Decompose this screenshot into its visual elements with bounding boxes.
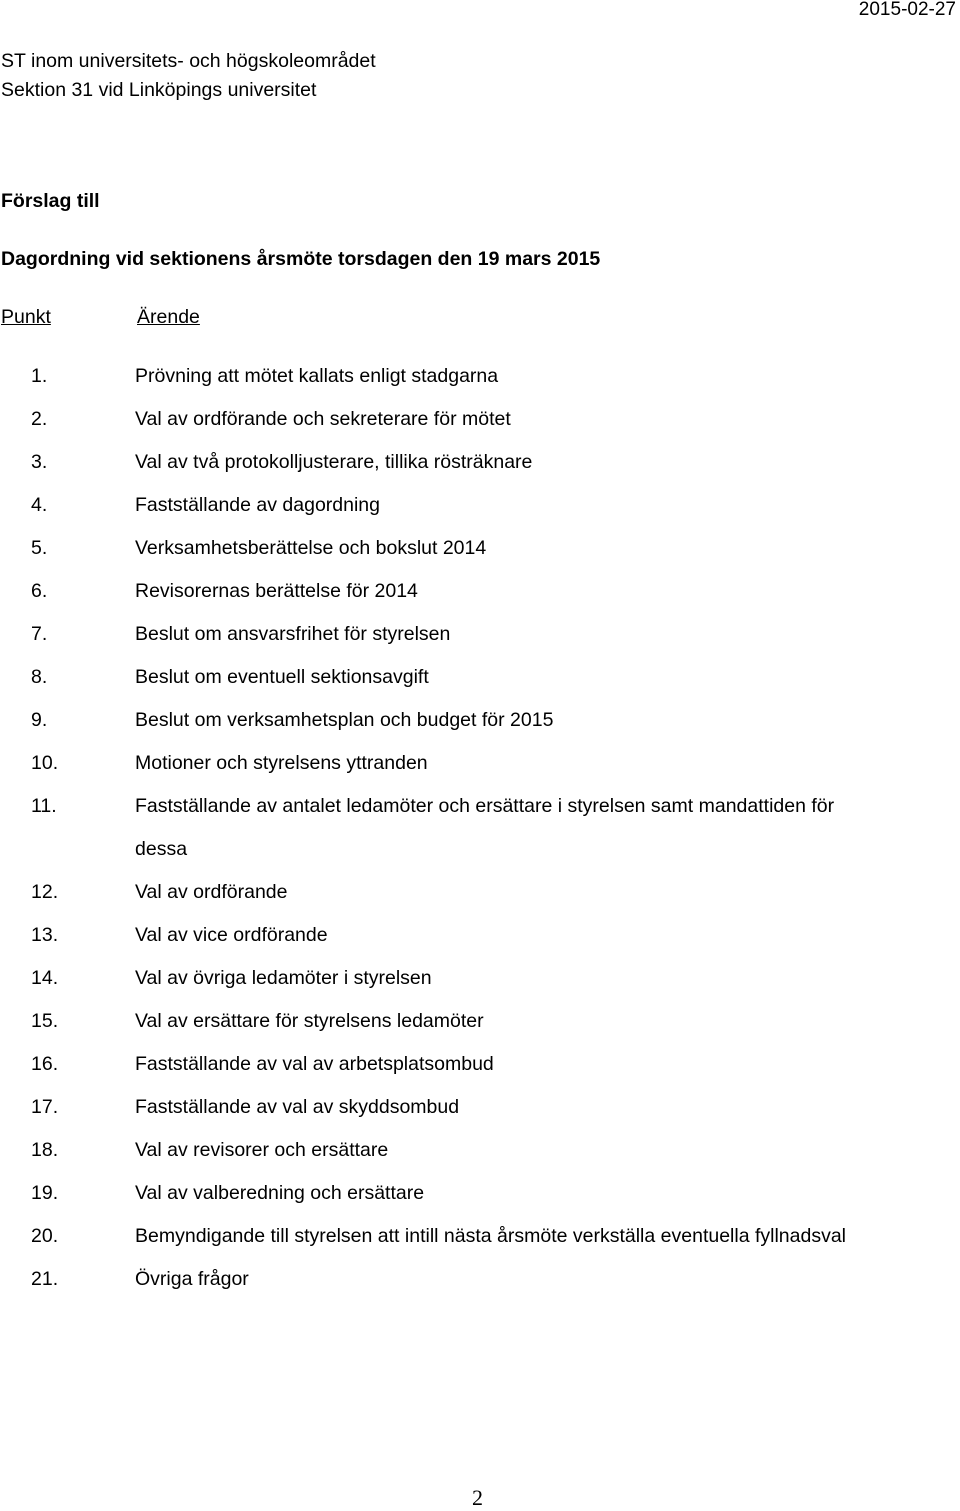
agenda-item-text: Prövning att mötet kallats enligt stadgarna <box>135 365 499 387</box>
agenda-item-text: Motioner och styrelsens yttranden <box>135 752 428 774</box>
agenda-item-number: 4. <box>31 494 48 516</box>
page-title: Dagordning vid sektionens årsmöte torsdagen den 19 mars 2015 <box>1 248 601 270</box>
agenda-item-number: 1. <box>31 365 48 387</box>
agenda-item-number: 2. <box>31 408 48 430</box>
agenda-item-number: 7. <box>31 623 48 645</box>
agenda-item-text: Fastställande av antalet ledamöter och ersättare i styrelsen samt mandattiden för <box>135 795 835 817</box>
section-name: Sektion 31 vid Linköpings universitet <box>1 79 317 101</box>
agenda-item-text: Val av ordförande <box>135 881 288 903</box>
proposal-label: Förslag till <box>1 190 100 212</box>
agenda-item-text: Beslut om ansvarsfrihet för styrelsen <box>135 623 451 645</box>
agenda-item-text: Val av övriga ledamöter i styrelsen <box>135 967 432 989</box>
agenda-item-text: Bemyndigande till styrelsen att intill nästa årsmöte verkställa eventuella fyllnadsval <box>135 1225 847 1247</box>
agenda-item-number: 15. <box>31 1010 59 1032</box>
agenda-item-number: 12. <box>31 881 59 903</box>
agenda-item-text: Val av valberedning och ersättare <box>135 1182 425 1204</box>
agenda-item-number: 11. <box>31 795 57 817</box>
agenda-item-text: Val av två protokolljusterare, tillika rösträknare <box>135 451 533 473</box>
agenda-item-number: 14. <box>31 967 59 989</box>
agenda-item-text: Val av revisorer och ersättare <box>135 1139 389 1161</box>
agenda-item-number: 3. <box>31 451 48 473</box>
agenda-item-number: 16. <box>31 1053 59 1075</box>
agenda-item-text: Val av ersättare för styrelsens ledamöter <box>135 1010 484 1032</box>
agenda-item-text-continued: dessa <box>135 838 188 860</box>
agenda-item-text: Verksamhetsberättelse och bokslut 2014 <box>135 537 487 559</box>
agenda-item-number: 6. <box>31 580 48 602</box>
agenda-item-text: Beslut om eventuell sektionsavgift <box>135 666 429 688</box>
agenda-item-text: Revisorernas berättelse för 2014 <box>135 580 418 602</box>
agenda-item-text: Beslut om verksamhetsplan och budget för 2015 <box>135 709 554 731</box>
agenda-item-number: 5. <box>31 537 48 559</box>
column-header-item: Ärende <box>137 306 200 328</box>
document-date: 2015-02-27 <box>858 0 956 20</box>
agenda-item-text: Fastställande av val av arbetsplatsombud <box>135 1053 494 1075</box>
agenda-item-number: 13. <box>31 924 59 946</box>
agenda-item-text: Fastställande av val av skyddsombud <box>135 1096 460 1118</box>
agenda-item-number: 21. <box>31 1268 59 1290</box>
agenda-item-number: 8. <box>31 666 48 688</box>
agenda-item-text: Övriga frågor <box>135 1268 249 1290</box>
agenda-item-number: 18. <box>31 1139 59 1161</box>
organization-name: ST inom universitets- och högskoleområdet <box>1 50 376 72</box>
agenda-item-number: 20. <box>31 1225 59 1247</box>
agenda-item-number: 19. <box>31 1182 59 1204</box>
agenda-item-number: 10. <box>31 752 59 774</box>
agenda-item-text: Fastställande av dagordning <box>135 494 380 516</box>
agenda-item-text: Val av ordförande och sekreterare för mötet <box>135 408 511 430</box>
agenda-item-number: 9. <box>31 709 48 731</box>
agenda-item-number: 17. <box>31 1096 59 1118</box>
column-header-point: Punkt <box>1 306 51 328</box>
page-number: 2 <box>472 1485 483 1510</box>
agenda-item-text: Val av vice ordförande <box>135 924 328 946</box>
